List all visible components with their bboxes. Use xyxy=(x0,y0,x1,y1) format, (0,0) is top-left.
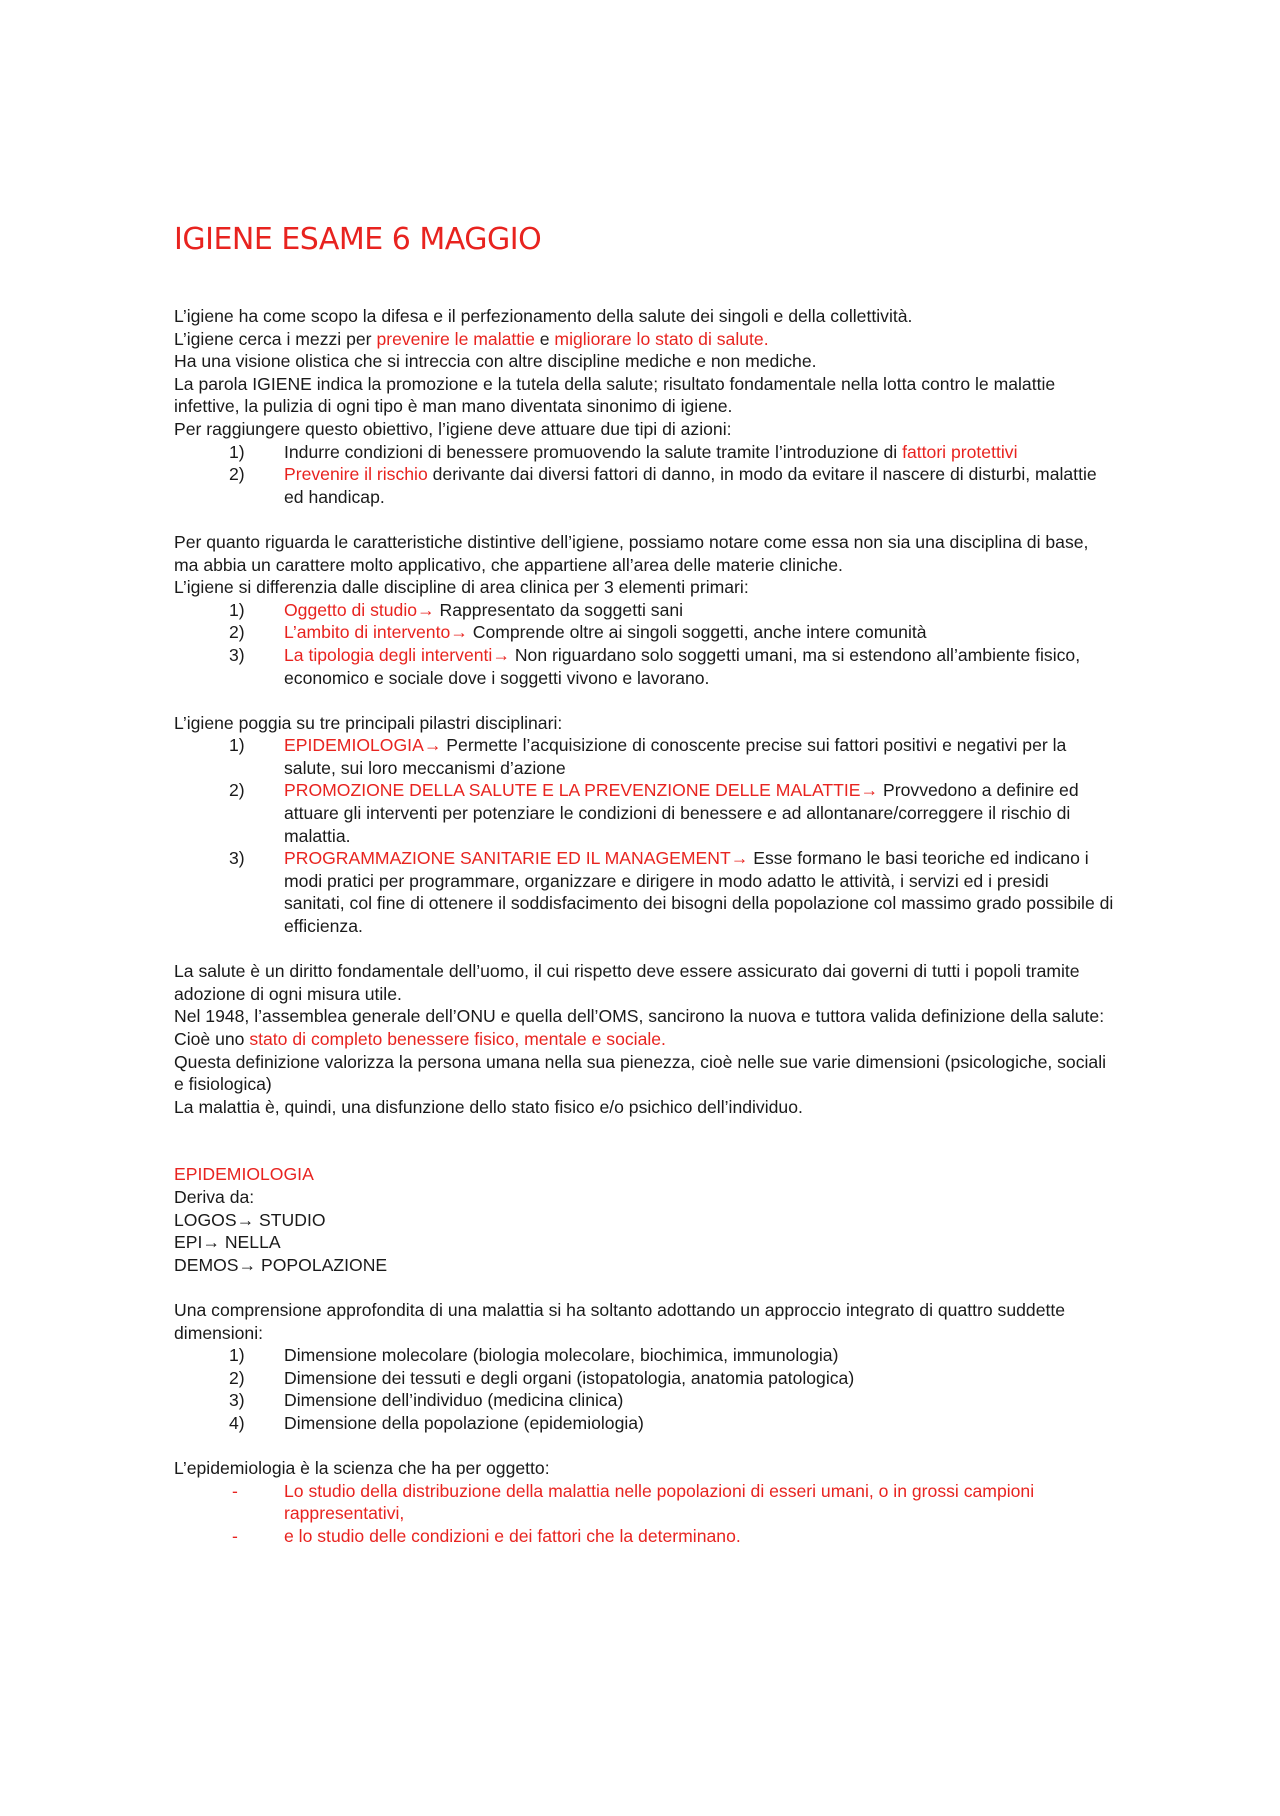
text: Comprende oltre ai singoli soggetti, anche intere comunità xyxy=(467,622,927,643)
text: POPOLAZIONE xyxy=(256,1254,388,1275)
list-item xyxy=(174,1389,1114,1412)
arrow-icon: → xyxy=(450,622,468,643)
paragraph: Per quanto riguarda le caratteristiche distintive dell’igiene, possiamo notare come essa non sia una disciplina di base, ma abbia un carattere molto applicativo, che appartiene all’area delle materie cliniche. xyxy=(174,531,1089,575)
paragraph: Ha una visione olistica che si intreccia con altre discipline mediche e non mediche. xyxy=(174,351,817,372)
list-bullet: - xyxy=(232,1480,238,1501)
paragraph: La parola IGIENE indica la promozione e la tutela della salute; risultato fondamentale nella lotta contro le malattie infettive, la pulizia di ogni tipo è man mano diventata sinonimo di igiene. xyxy=(174,373,1056,417)
text: e lo studio delle condizioni e dei fattori che la determinano. xyxy=(284,1525,741,1546)
highlight-text: La tipologia degli interventi xyxy=(284,644,493,665)
list-number: 1) xyxy=(229,599,245,620)
text: STUDIO xyxy=(254,1209,326,1230)
paragraph: Deriva da: xyxy=(174,1186,255,1207)
highlight-text: PROMOZIONE DELLA SALUTE E LA PREVENZIONE DELLE MALATTIE xyxy=(284,780,861,801)
arrow-icon: → xyxy=(730,848,749,869)
highlight-text: PROGRAMMAZIONE SANITARIE ED IL MANAGEMENT xyxy=(284,848,731,869)
text: Dimensione dell’individuo (medicina clinica) xyxy=(284,1390,624,1411)
list-bullet: - xyxy=(232,1525,238,1546)
paragraph: Una comprensione approfondita di una malattia si ha soltanto adottando un approccio integrato di quattro suddette dimensioni: xyxy=(174,1299,1066,1343)
arrow-icon: → xyxy=(492,644,510,665)
list-number: 3) xyxy=(229,1390,245,1411)
objects-list xyxy=(174,1480,1114,1548)
document-body xyxy=(174,305,1114,1547)
arrow-icon: → xyxy=(417,599,435,620)
text: Dimensione molecolare (biologia molecolare, biochimica, immunologia) xyxy=(284,1345,839,1366)
arrow-icon: → xyxy=(860,780,879,801)
text: Nel 1948, l’assemblea generale dell’ONU e quella dell’OMS, sancirono la nuova e tuttora valida definizione della salute: Cioè uno xyxy=(174,1006,1105,1049)
characteristics-list xyxy=(174,599,1114,689)
highlight-text: L’ambito di intervento xyxy=(284,622,451,643)
list-number: 4) xyxy=(229,1412,245,1433)
list-item xyxy=(174,1344,1114,1367)
paragraph: L’igiene si differenzia dalle discipline di area clinica per 3 elementi primari: xyxy=(174,577,749,598)
text: DEMOS xyxy=(174,1254,239,1275)
paragraph: Questa definizione valorizza la persona umana nella sua pienezza, cioè nelle sue varie dimensioni (psicologiche, sociali e fisiologica) xyxy=(174,1051,1107,1095)
highlight-text: prevenire le malattie xyxy=(376,328,535,349)
text: EPI xyxy=(174,1232,203,1253)
list-item xyxy=(174,1525,1114,1548)
pillars-list xyxy=(174,734,1114,937)
text: Lo studio della distribuzione della malattia nelle popolazioni di esseri umani, o in grossi campioni rappresentativi, xyxy=(284,1480,1035,1524)
list-number: 3) xyxy=(229,644,245,665)
actions-list xyxy=(174,441,1114,509)
paragraph: L’igiene poggia su tre principali pilastri disciplinari: xyxy=(174,712,563,733)
paragraph xyxy=(174,328,1114,351)
text: Rappresentato da soggetti sani xyxy=(434,599,684,620)
list-number: 1) xyxy=(229,441,245,462)
dimensions-list xyxy=(174,1344,1114,1434)
list-item xyxy=(174,1367,1114,1390)
text: derivante dai diversi fattori di danno, in modo da evitare il nascere di disturbi, malattie ed handicap. xyxy=(284,464,1097,507)
highlight-text: EPIDEMIOLOGIA xyxy=(284,735,424,756)
arrow-icon: → xyxy=(236,1209,255,1230)
list-item xyxy=(174,599,1114,622)
list-item xyxy=(174,441,1114,464)
highlight-text: migliorare lo stato di salute. xyxy=(554,328,769,349)
text: Esse formano le basi teoriche ed indicano i modi pratici per programmare, organizzare e dirigere in modo adatto le attività, i servizi ed i presidi sanitati, col fine di ottenere il soddisfacimento dei bisogni della popolazione col massimo grado possibile di efficienza. xyxy=(284,848,1114,937)
list-item xyxy=(174,621,1114,644)
list-number: 1) xyxy=(229,1345,245,1366)
paragraph: L’epidemiologia è la scienza che ha per oggetto: xyxy=(174,1458,550,1479)
text: e xyxy=(534,328,555,349)
list-item xyxy=(174,1412,1114,1435)
list-number: 1) xyxy=(229,735,245,756)
highlight-text: fattori protettivi xyxy=(902,441,1018,462)
text: NELLA xyxy=(219,1232,281,1253)
section-heading: EPIDEMIOLOGIA xyxy=(174,1164,314,1185)
page-title: IGIENE ESAME 6 MAGGIO xyxy=(174,222,542,257)
highlight-text: Prevenire il rischio xyxy=(284,464,428,485)
list-number: 3) xyxy=(229,848,245,869)
list-item xyxy=(174,779,1114,847)
text: Dimensione dei tessuti e degli organi (istopatologia, anatomia patologica) xyxy=(284,1367,855,1388)
list-item xyxy=(174,463,1114,508)
etymology-line xyxy=(174,1254,1114,1277)
paragraph: L’igiene ha come scopo la difesa e il perfezionamento della salute dei singoli e della collettività. xyxy=(174,306,913,326)
list-item xyxy=(174,734,1114,779)
list-item xyxy=(174,1480,1114,1525)
etymology-line xyxy=(174,1231,1114,1254)
arrow-icon: → xyxy=(238,1254,257,1275)
list-number: 2) xyxy=(229,780,245,801)
paragraph xyxy=(174,1005,1114,1050)
paragraph: La malattia è, quindi, una disfunzione dello stato fisico e/o psichico dell’individuo. xyxy=(174,1096,803,1117)
text: L’igiene cerca i mezzi per xyxy=(174,328,377,349)
text: Indurre condizioni di benessere promuovendo la salute tramite l’introduzione di xyxy=(284,441,903,462)
text: LOGOS xyxy=(174,1209,237,1230)
etymology-line xyxy=(174,1209,1114,1232)
list-item xyxy=(174,847,1114,937)
paragraph: La salute è un diritto fondamentale dell’uomo, il cui rispetto deve essere assicurato dai governi di tutti i popoli tramite adozione di ogni misura utile. xyxy=(174,961,1080,1004)
arrow-icon: → xyxy=(423,735,442,756)
text: Dimensione della popolazione (epidemiologia) xyxy=(284,1412,644,1433)
paragraph: Per raggiungere questo obiettivo, l’igiene deve attuare due tipi di azioni: xyxy=(174,418,732,439)
list-item xyxy=(174,644,1114,689)
list-number: 2) xyxy=(229,464,245,485)
text: Provvedono a definire ed attuare gli interventi per potenziare le condizioni di benessere e ad allontanare/correggere il rischio di malattia. xyxy=(284,780,1079,846)
highlight-text: stato di completo benessere fisico, mentale e sociale. xyxy=(249,1029,666,1049)
highlight-text: Oggetto di studio xyxy=(284,599,418,620)
list-number: 2) xyxy=(229,1367,245,1388)
arrow-icon: → xyxy=(202,1232,220,1253)
text: Non riguardano solo soggetti umani, ma si estendono all’ambiente fisico, economico e sociale dove i soggetti vivono e lavorano. xyxy=(284,644,1081,688)
text: Permette l’acquisizione di conoscente precise sui fattori positivi e negativi per la salute, sui loro meccanismi d’azione xyxy=(284,735,1067,778)
list-number: 2) xyxy=(229,622,245,643)
